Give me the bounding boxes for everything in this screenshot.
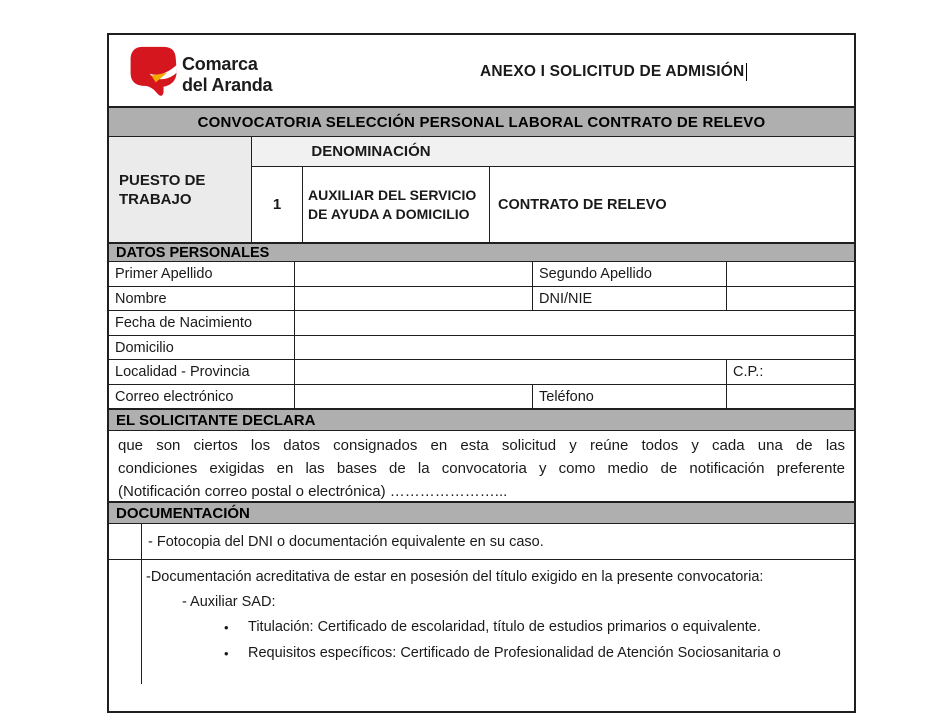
puesto-denominacion-cell: AUXILIAR DEL SERVICIO DE AYUDA A DOMICILIO: [303, 167, 490, 242]
localidad-provincia-label: Localidad - Provincia: [109, 360, 295, 384]
solicitante-declara-header: EL SOLICITANTE DECLARA: [109, 409, 854, 431]
cp-cell[interactable]: C.P.:: [726, 360, 854, 384]
primer-apellido-input[interactable]: [295, 262, 532, 286]
puesto-right-area: [252, 137, 854, 242]
segundo-apellido-input[interactable]: [726, 262, 854, 286]
page-title-text: ANEXO I SOLICITUD DE ADMISIÓN: [480, 63, 745, 80]
documentacion-bullet-1-text: Titulación: Certificado de escolaridad, título de estudios primarios o equivalente.: [248, 619, 761, 635]
documentacion-item-1: - Fotocopia del DNI o documentación equivalente en su caso.: [148, 533, 544, 550]
correo-electronico-label: Correo electrónico: [109, 385, 295, 408]
puesto-count-cell: 1: [252, 167, 303, 242]
row-fecha-nacimiento: [109, 311, 854, 336]
localidad-provincia-input[interactable]: [295, 360, 726, 384]
dni-nie-input[interactable]: [726, 287, 854, 310]
form-document: [107, 33, 856, 713]
denominacion-header-cell: [252, 137, 854, 167]
bullet-icon: •: [224, 619, 229, 635]
comarca-del-aranda-logo: [128, 44, 358, 102]
page-title[interactable]: [480, 63, 747, 81]
bullet-icon: •: [224, 645, 229, 661]
domicilio-label: Domicilio: [109, 336, 295, 359]
documentacion-bullet-2: [142, 640, 854, 666]
primer-apellido-label: Primer Apellido: [109, 262, 295, 286]
documentacion-header: DOCUMENTACIÓN: [109, 502, 854, 524]
puesto-table: [109, 137, 854, 243]
row-correo-telefono: [109, 385, 854, 409]
convocatoria-banner: CONVOCATORIA SELECCIÓN PERSONAL LABORAL CONTRATO DE RELEVO: [109, 108, 854, 137]
puesto-contrato-cell: CONTRATO DE RELEVO: [498, 196, 667, 213]
denominacion-row: [252, 167, 854, 242]
dni-nie-label: DNI/NIE: [532, 287, 726, 310]
declaracion-paragraph: [109, 431, 854, 502]
denominacion-header-label: DENOMINACIÓN: [311, 143, 431, 160]
document-header: [109, 35, 854, 108]
row-domicilio: [109, 336, 854, 360]
text-cursor: [746, 63, 747, 81]
segundo-apellido-label: Segundo Apellido: [532, 262, 726, 286]
declaracion-line-2: condiciones exigidas en las bases de la convocatoria y como medio de notificación preferente: [118, 460, 845, 477]
datos-personales-header: DATOS PERSONALES: [109, 243, 854, 262]
documentacion-bullet-2-text: Requisitos específicos: Certificado de Profesionalidad de Atención Sociosanitaria o: [248, 645, 781, 661]
nombre-label: Nombre: [109, 287, 295, 310]
documentacion-check-cell-1[interactable]: [109, 524, 142, 559]
documentacion-row-1: [109, 524, 854, 560]
logo-line-1: Comarca: [182, 54, 258, 74]
domicilio-input[interactable]: [295, 336, 854, 359]
documentacion-row-2: [109, 560, 854, 684]
logo-wordmark: [182, 54, 272, 102]
row-apellidos: [109, 262, 854, 287]
documentacion-check-cell-2[interactable]: [109, 560, 142, 684]
fecha-nacimiento-label: Fecha de Nacimiento: [109, 311, 295, 335]
documentacion-item-2: [142, 560, 854, 684]
documentacion-bullet-1: [142, 614, 854, 640]
telefono-input[interactable]: [726, 385, 854, 408]
logo-line-2: del Aranda: [182, 75, 273, 95]
declaracion-line-1: que son ciertos los datos consignados en esta solicitud y reúne todos y cada una de las: [118, 437, 845, 454]
documentacion-item-2-sub: - Auxiliar SAD:: [182, 594, 276, 610]
fecha-nacimiento-input[interactable]: [295, 311, 854, 335]
row-nombre-dni: [109, 287, 854, 311]
row-localidad: [109, 360, 854, 385]
comarca-logo-icon: [128, 44, 180, 100]
telefono-label: Teléfono: [532, 385, 726, 408]
puesto-de-trabajo-label: PUESTO DE TRABAJO: [109, 137, 252, 242]
documentacion-item-2-line-1: -Documentación acreditativa de estar en posesión del título exigido en la presente convocatoria:: [146, 569, 764, 585]
correo-electronico-input[interactable]: [295, 385, 532, 408]
declaracion-line-3: (Notificación correo postal o electrónica) …………………...: [118, 483, 508, 500]
nombre-input[interactable]: [295, 287, 532, 310]
